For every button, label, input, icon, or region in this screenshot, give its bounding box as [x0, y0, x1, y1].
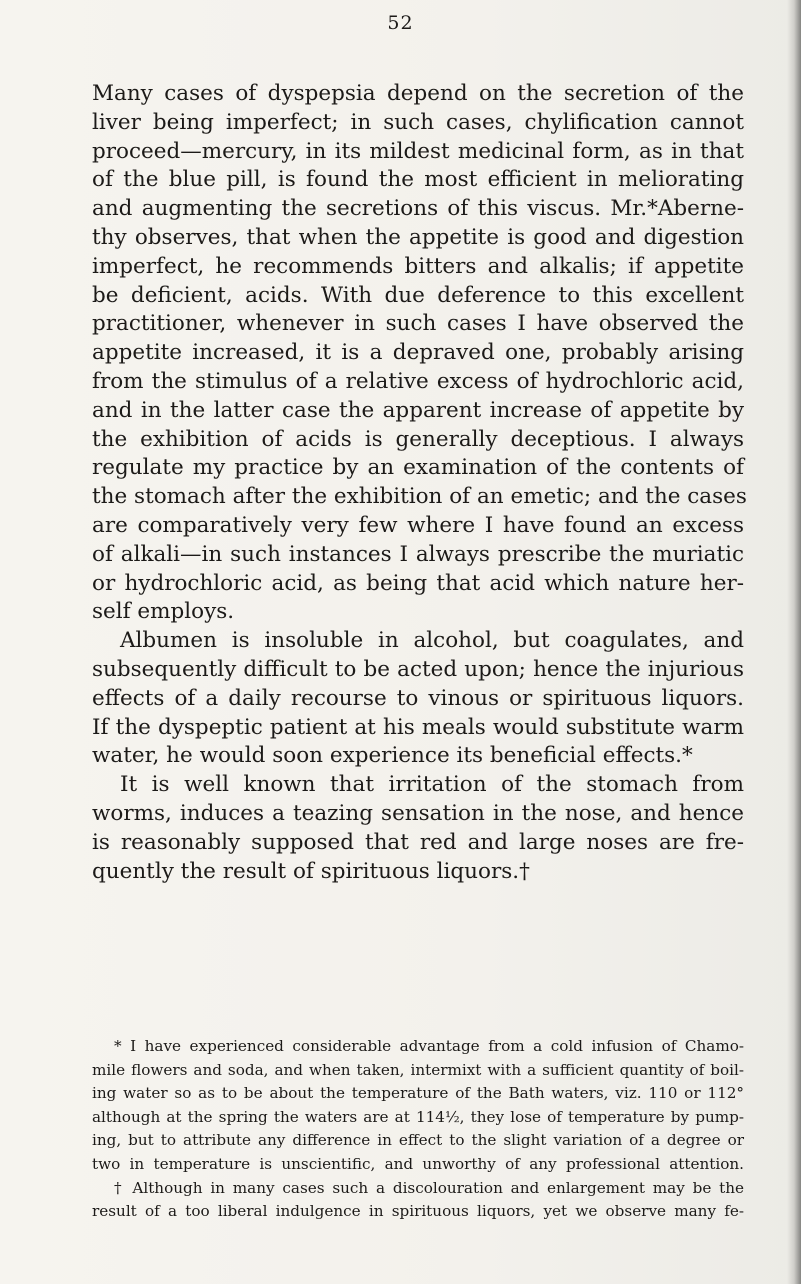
body-line: or hydrochloric acid, as being that acid which nature her-: [92, 570, 744, 596]
body-line: quently the result of spirituous liquors.†: [92, 858, 530, 884]
page-edge-shadow: [787, 0, 801, 1284]
body-line: liver being imperfect; in such cases, chylification cannot: [92, 109, 744, 135]
footnote-line: ing, but to attribute any difference in effect to the slight variation of a degree or: [92, 1131, 744, 1150]
body-line: and augmenting the secretions of this viscus. Mr.*Aberne-: [92, 196, 744, 222]
body-line: regulate my practice by an examination of the contents of: [92, 455, 744, 481]
body-line: imperfect, he recommends bitters and alkalis; if appetite: [92, 253, 744, 279]
body-line: thy observes, that when the appetite is good and digestion: [92, 224, 744, 250]
body-line: are comparatively very few where I have found an excess: [92, 512, 744, 538]
footnote-line: * I have experienced considerable advantage from a cold infusion of Chamo-: [114, 1037, 744, 1055]
body-line: and in the latter case the apparent increase of appetite by: [92, 397, 744, 423]
body-line: self employs.: [92, 599, 235, 625]
body-line: water, he would soon experience its beneficial effects.*: [92, 743, 693, 769]
body-line: of the blue pill, is found the most efficient in meliorating: [92, 167, 744, 193]
paragraph-start-line: It is well known that irritation of the stomach from: [120, 772, 744, 798]
body-line: the exhibition of acids is generally deceptious. I always: [92, 426, 744, 452]
body-line: proceed—mercury, in its mildest medicinal form, as in that: [92, 138, 744, 164]
body-line: appetite increased, it is a depraved one, probably arising: [92, 340, 744, 366]
footnote-line: two in temperature is unscientific, and unworthy of any professional attention.: [92, 1154, 744, 1173]
body-line: is reasonably supposed that red and large noses are fre-: [92, 829, 744, 855]
body-line: effects of a daily recourse to vinous or spirituous liquors.: [92, 685, 744, 711]
footnote-line: ing water so as to be about the temperature of the Bath waters, viz. 110 or 112°: [92, 1084, 744, 1103]
footnote-line: † Although in many cases such a discolouration and enlargement may be the: [114, 1178, 744, 1197]
body-line: the stomach after the exhibition of an emetic; and the cases: [92, 484, 747, 510]
body-text: [92, 80, 747, 886]
paragraph-start-line: Albumen is insoluble in alcohol, but coagulates, and: [120, 628, 744, 654]
body-line: Many cases of dyspepsia depend on the secretion of the: [92, 81, 744, 106]
footnote-line: mile flowers and soda, and when taken, intermixt with a sufficient quantity of boil-: [92, 1060, 744, 1079]
body-line: If the dyspeptic patient at his meals would substitute warm: [92, 714, 744, 740]
page-number: 52: [387, 12, 414, 34]
body-line: practitioner, whenever in such cases I have observed the: [92, 311, 744, 337]
footnotes: [92, 1035, 744, 1224]
footnote-line: although at the spring the waters are at 114½, they lose of temperature by pump-: [92, 1107, 744, 1126]
body-line: be deficient, acids. With due deference to this excellent: [92, 282, 744, 308]
body-line: of alkali—in such instances I always prescribe the muriatic: [92, 541, 744, 567]
body-line: worms, induces a teazing sensation in the nose, and hence: [92, 800, 744, 826]
body-line: subsequently difficult to be acted upon; hence the injurious: [92, 656, 744, 682]
footnote-line: result of a too liberal indulgence in spirituous liquors, yet we observe many fe-: [92, 1202, 744, 1221]
body-line: from the stimulus of a relative excess of hydrochloric acid,: [92, 368, 744, 394]
